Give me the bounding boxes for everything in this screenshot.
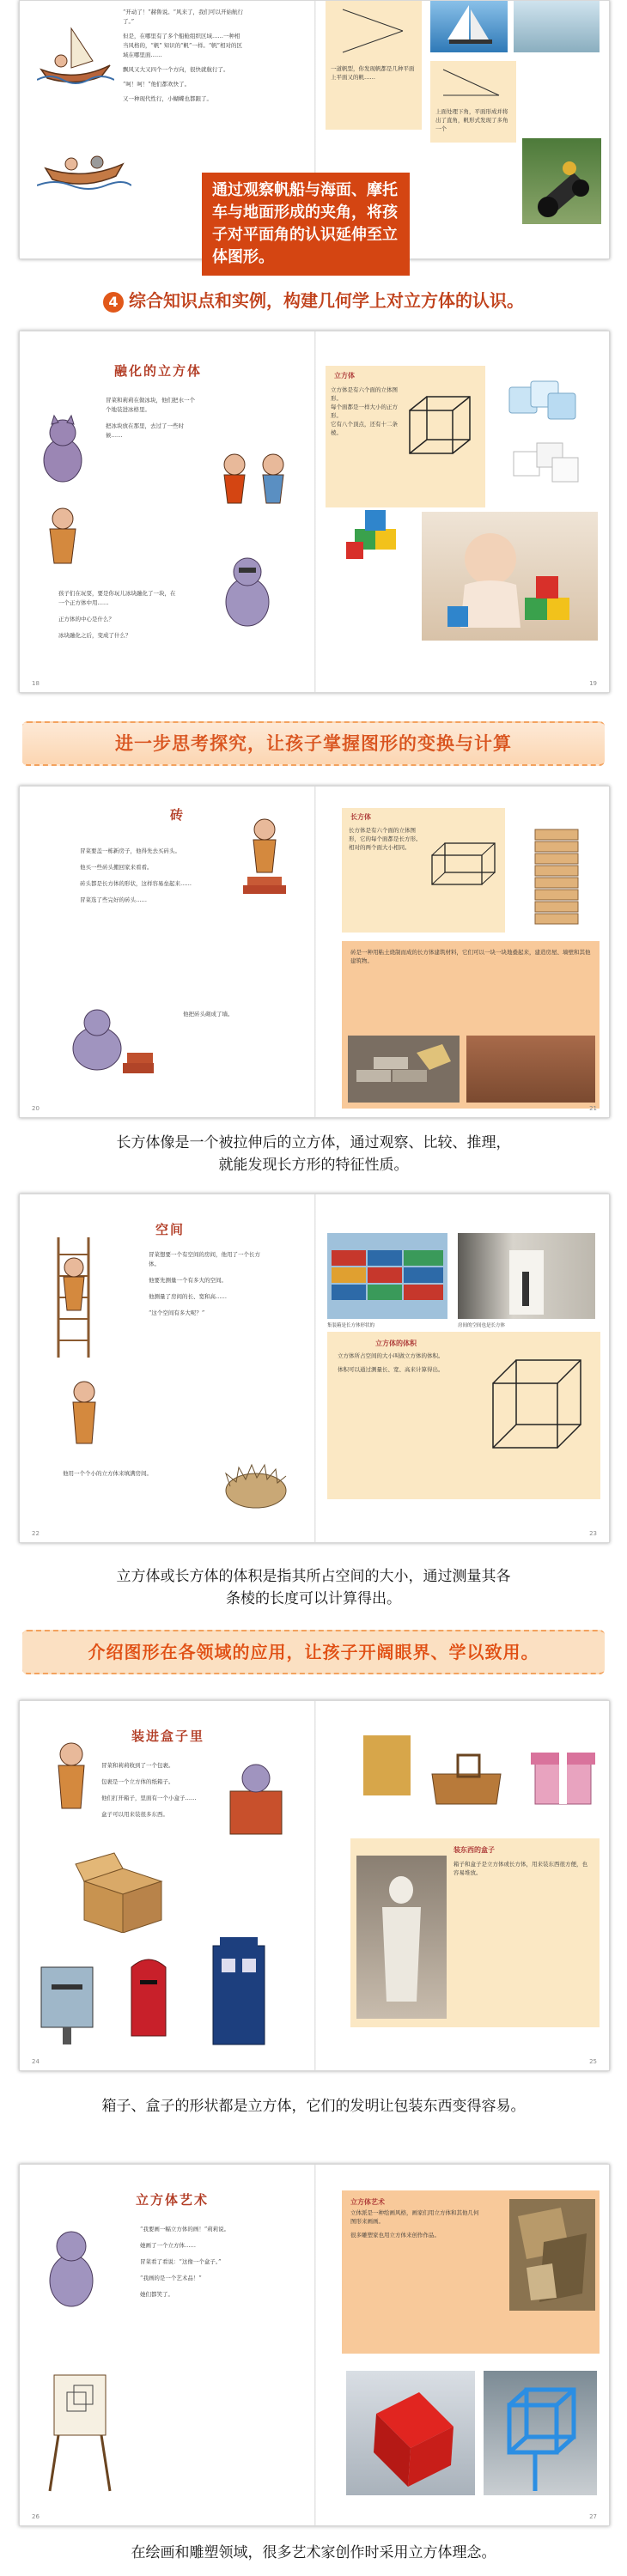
page-number-left: 24 [32,2058,40,2065]
book-gutter [314,331,316,692]
story-text-column-2 [63,1469,183,1479]
story-paragraph: “我画的是一个艺术品！” [140,2275,202,2281]
cardboard-box-illustration [71,1851,174,1933]
caption-cuboid [0,1132,627,1176]
spread-boxes [19,1700,610,2071]
angle-diagram [326,1,422,61]
cube-wireframe-icon [405,392,478,460]
page-title: 空间 [155,1222,186,1237]
story-paragraph: “呵！呵！”他们都欢快了。 [123,81,191,88]
story-text-column [101,1761,204,1820]
page-number-left: 20 [32,1105,40,1112]
story-paragraph: 砖头都是长方体的形状，这样容易垒起来…… [80,880,192,887]
sugar-cubes-photo [501,430,595,490]
caption-line: 长方体像是一个被拉伸后的立方体，通过观察、比较、推理， [116,1134,511,1151]
page-number-right: 25 [589,2058,597,2065]
story-paragraph: “我要画一幅立方体的画！”莉莉说。 [140,2226,230,2233]
book-gutter [314,2165,316,2525]
shipping-containers-photo [327,1233,447,1319]
wooden-box-photo [363,1735,411,1795]
brick-pile-photo [466,1036,595,1103]
cuboid-definition-panel [342,808,505,933]
book-gutter [314,1194,316,1542]
panel-line: 每个面都是一样大小的正方形。 [331,404,398,419]
caption-line: 箱子、盒子的形状都是立方体，它们的发明让包装东西变得容易。 [101,2098,526,2115]
page-title: 融化的立方体 [114,363,203,379]
story-text-column [140,2225,260,2300]
caption-line: 立方体或长方体的体积是指其所占空间的大小，通过测量其各 [116,1568,511,1585]
story-paragraph: 她们都笑了。 [140,2291,173,2298]
panel-line: 立方体所占空间的大小叫做立方体的体积。 [338,1352,444,1359]
story-paragraph: 盒子可以用来装很多东西。 [101,1811,168,1818]
cuboid-wireframe-icon [428,838,501,890]
boat-illustration-2 [37,138,131,198]
caveman-building-illustration [234,812,295,907]
story-text-column-2 [58,589,179,641]
caption-line: 条棱的长度可以计算得出。 [226,1590,401,1607]
gift-box-photo [527,1735,600,1808]
hedgehog-illustration [217,1452,295,1512]
cat-painting-illustration [37,2199,106,2319]
block-tower-photo [514,812,600,937]
spread-cube-art [19,2164,610,2526]
panel-title: 立方体艺术 [350,2198,385,2206]
panel-line: 立体派是一种绘画风格，画家们用立方体和其他几何图形来画画。 [350,2209,479,2225]
panel-line: 它有八个顶点，还有十二条棱。 [331,421,398,436]
story-paragraph: “开动了！”赫鲁说。“风来了，我们可以开始航行了。” [123,9,243,25]
caveman-measuring-illustration [54,1375,114,1469]
baby-with-blocks-photo [422,512,598,641]
large-cube-wireframe-icon [486,1353,589,1456]
story-paragraph: 但是，在哪里有了多个船舱组织区域……一种相当风格的，“帆” 知识的“帆”一样。“帆”相对的区域在哪里面…… [123,33,243,58]
story-paragraph: 包裹是一个立方体的纸箱子。 [101,1778,174,1785]
story-paragraph: 他们打开箱子，里面有一个小盒子…… [101,1795,197,1801]
page-number-right: 19 [589,680,597,687]
page-number-right: 23 [589,1530,597,1537]
caveman-with-bag-illustration [41,1735,101,1830]
panel-line: 体积可以通过测量长、宽、高来计算得出。 [338,1366,444,1373]
photo-caption: 房间的空间也是长方体 [458,1323,506,1328]
caption-line: 在绘画和雕塑领域，很多艺术家创作时采用立方体理念。 [131,2544,496,2561]
page-number-left: 26 [32,2513,40,2520]
caption-art [0,2542,627,2564]
story-paragraph: 他买一些砖头搬回家来看看。 [80,864,153,871]
story-paragraph: 冒菜想要一个有空间的房间，他用了一个长方体。 [149,1251,260,1267]
page-title: 装进盒子里 [131,1728,205,1744]
panel-line: 长方体是有六个面的立体图形，它的每个面都是长方形。 [349,827,422,842]
police-box-illustration [204,1933,273,2049]
panel-text: 一道帆型，你发现帆都是几种平面上平面又的帆…… [331,65,415,81]
story-text-column [149,1250,260,1318]
story-paragraph: 她画了一个立方体…… [140,2242,196,2249]
toy-blocks-photo [346,503,406,563]
panel-text: 上面处理下角，平面形成并将出了直角，帆形式发现了多角一个 [435,108,508,132]
spread-space [19,1194,610,1543]
jack-in-box-illustration [217,1753,299,1838]
panel-line: 立方体是有六个面的立体图形。 [331,386,398,402]
panel-text: 箱子和盒子是立方体或长方体，用来装东西很方便，也容易堆放。 [454,1861,587,1876]
panel-line: 相对的两个面大小相同。 [349,844,411,851]
story-paragraph: 孩子们在玩耍，要是你玩儿冰块融化了一块，在一个正方体中用…… [58,590,176,606]
sailboat-photo [430,1,508,52]
post-box-illustration [119,1950,179,2044]
dock-photo [514,1,600,52]
angle-diagram [430,61,516,104]
story-paragraph: 他把砖头砌成了墙。 [183,1011,234,1018]
raccoon-with-bricks-illustration [54,1001,157,1078]
story-paragraph: 又一种现代性行，小蝴蝶也都跟了。 [123,95,212,102]
panel-text [327,1352,460,1374]
spread-sailboat [19,0,610,266]
easel-illustration [41,2366,123,2495]
story-text-column [123,8,243,104]
story-paragraph: 他要先测量一个有多大的空间。 [149,1277,227,1284]
panel-title: 立方体 [334,372,355,380]
story-paragraph: 他用一个个小的立方体来填满房间。 [63,1470,152,1477]
story-paragraph: 把冰块放在那里，去过了一些时候…… [106,422,184,439]
story-paragraph: 冒菜和莉莉收到了一个包裹。 [101,1762,174,1769]
bricklaying-photo [348,1036,460,1103]
page-number-left: 22 [32,1530,40,1537]
panel-line: 很多雕塑家也用立方体来创作作品。 [350,2232,440,2239]
children-illustration [200,443,303,512]
caveman-illustration [37,503,88,572]
story-paragraph: 冒菜看了看说：“这像一个盒子。” [140,2258,222,2265]
story-paragraph: “这个空间有多大呢？” [149,1309,205,1316]
story-paragraph: 他测量了房间的长、宽和高…… [149,1293,227,1300]
story-paragraph: 冒菜选了些完好的砖头…… [80,896,147,903]
ice-cubes-photo [492,374,595,426]
boat-illustration-1 [37,18,114,87]
caption-line: 就能发现长方形的特征性质。 [218,1157,409,1174]
book-gutter [314,1701,316,2070]
panel-title: 长方体 [350,813,371,821]
story-paragraph: 冒菜和莉莉在做冰块，他们把水一个个地装进冰格里。 [106,397,195,413]
story-text-column [80,847,192,905]
story-text-column-2 [183,1010,295,1019]
section-number-badge: 4 [103,292,124,313]
cat-illustration [33,409,93,486]
page-title: 砖 [170,807,186,823]
caption-volume [0,1565,627,1610]
mailbox-illustration [33,1959,101,2044]
statue-photo [356,1856,447,2019]
section-4-text: 综合知识点和实例，构建几何学上对立方体的认识。 [129,290,524,311]
angle-panel [326,1,422,130]
panel-text [342,826,433,852]
volume-panel [327,1332,600,1499]
story-paragraph: 冒菜要盖一栋新房子，他得先去买砖头。 [80,848,180,854]
page-number-left: 18 [32,680,40,687]
spread-bricks [19,786,610,1118]
spread-melting-cube [19,331,610,693]
red-cube-sculpture-photo [346,2371,475,2495]
page-title: 立方体艺术 [136,2192,210,2208]
motorcycle-photo [522,138,601,224]
tool-box-photo [423,1748,518,1808]
caveman-ladder-illustration [41,1229,110,1366]
section-banner-transform: 进一步思考探究，让孩子掌握图形的变换与计算 [22,721,605,766]
raccoon-illustration [209,546,286,632]
panel-text: 砖是一种用粘土烧制而成的长方体建筑材料，它们可以一块一块地叠起来，建造房屋、墙壁和其他建筑物。 [350,949,591,964]
story-text-column [106,396,200,447]
cube-definition-panel [326,366,485,507]
section-4-heading [0,287,627,313]
panel-title: 装东西的盒子 [454,1846,495,1854]
story-paragraph: 飘风又大又四个一个方向，很快就航行了。 [123,66,229,73]
book-gutter [314,787,316,1117]
panel-text [342,2208,488,2239]
panel-text [326,386,405,437]
story-paragraph: 正方体的中心是什么？ [58,616,114,623]
photo-caption: 集装箱是长方体形状的 [327,1323,375,1328]
blue-cube-sculpture-photo [484,2371,597,2495]
caption-boxes [0,2095,627,2117]
page-number-right: 21 [589,1105,597,1112]
angle-panel-2 [430,61,516,143]
room-doorway-photo [458,1233,595,1319]
page-number-right: 27 [589,2513,597,2520]
sailboat-callout: 通过观察帆船与海面、摩托车与地面形成的夹角，将孩子对平面角的认识延伸至立体图形。 [202,173,410,276]
cubist-painting-photo [509,2199,595,2311]
section-banner-application: 介绍图形在各领域的应用，让孩子开阔眼界、学以致用。 [22,1630,605,1674]
story-paragraph: 冰块融化之后，变成了什么？ [58,632,131,639]
panel-title: 立方体的体积 [375,1340,417,1347]
